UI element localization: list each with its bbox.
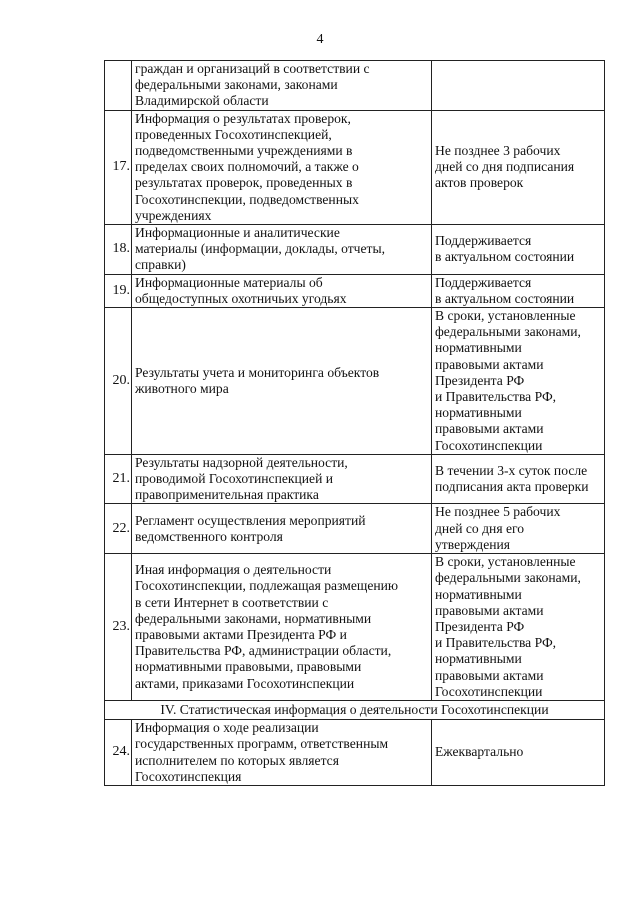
row-number: 18. (105, 225, 132, 275)
table-row (105, 274, 605, 307)
table-row (105, 110, 605, 224)
term-line: в актуальном состоянии (435, 290, 575, 306)
row-description (132, 720, 432, 786)
term-line: в актуальном состоянии (435, 249, 575, 265)
table-row (105, 454, 605, 504)
term-line: нормативными (435, 586, 522, 602)
term-line: нормативными (435, 651, 522, 667)
term-line: нормативными (435, 340, 522, 356)
term-line: В сроки, установленные (435, 554, 576, 570)
description-line: Регламент осуществления мероприятий (135, 512, 366, 528)
description-line: федеральными законами, законами (135, 77, 338, 93)
row-number: 19. (105, 274, 132, 307)
term-line: правовыми актами (435, 602, 544, 618)
term-line: В сроки, установленные (435, 308, 576, 324)
row-term (432, 225, 605, 275)
term-line: Не позднее 3 рабочих (435, 143, 561, 159)
row-term (432, 110, 605, 224)
description-line: подведомственными учреждениями в (135, 143, 353, 159)
term-line: Ежеквартально (435, 744, 524, 760)
description-line: Госохотинспекция (135, 768, 242, 784)
term-line: нормативными (435, 405, 522, 421)
row-number: 24. (105, 720, 132, 786)
term-line: подписания акта проверки (435, 479, 589, 495)
description-line: материалы (информации, доклады, отчеты, (135, 241, 386, 257)
term-line: правовыми актами (435, 356, 544, 372)
term-line: дней со дня подписания (435, 159, 575, 175)
description-line: Результаты учета и мониторинга объектов (135, 364, 380, 380)
row-term (432, 720, 605, 786)
row-term (432, 274, 605, 307)
row-description (132, 225, 432, 275)
section-title: IV. Статистическая информация о деятельности Госохотинспекции (105, 700, 605, 719)
term-line: и Правительства РФ, (435, 635, 557, 651)
table-row (105, 61, 605, 111)
description-line: федеральными законами, нормативными (135, 610, 372, 626)
table-row (105, 308, 605, 455)
description-line: Информация о ходе реализации (135, 720, 319, 736)
table-row (105, 225, 605, 275)
term-line: Не позднее 5 рабочих (435, 504, 561, 520)
description-line: Владимирской области (135, 93, 269, 109)
description-line: результатах проверок, проведенных в (135, 175, 353, 191)
table-row (105, 554, 605, 701)
description-line: пределах своих полномочий, а также о (135, 159, 359, 175)
row-number: 20. (105, 308, 132, 455)
description-line: Иная информация о деятельности (135, 562, 332, 578)
description-line: Информационные и аналитические (135, 225, 340, 241)
term-line: Поддерживается (435, 233, 532, 249)
description-line: граждан и организаций в соответствии с (135, 61, 370, 76)
term-line: Госохотинспекции (435, 437, 543, 453)
term-line: и Правительства РФ, (435, 389, 557, 405)
row-description (132, 61, 432, 111)
term-line: дней со дня его (435, 520, 525, 536)
term-line: Поддерживается (435, 274, 532, 290)
description-line: Правительства РФ, администрации области, (135, 643, 392, 659)
table-row (105, 504, 605, 554)
description-line: Информационные материалы об (135, 274, 323, 290)
term-line: актов проверок (435, 175, 524, 191)
description-line: учреждениях (135, 207, 212, 223)
row-number: 22. (105, 504, 132, 554)
row-description (132, 308, 432, 455)
description-line: справки) (135, 257, 186, 273)
row-term (432, 61, 605, 111)
term-line: Госохотинспекции (435, 683, 543, 699)
row-description (132, 274, 432, 307)
description-line: Информация о результатах проверок, (135, 110, 351, 126)
description-line: в сети Интернет в соответствии с (135, 594, 329, 610)
row-term (432, 554, 605, 701)
info-table (104, 60, 605, 786)
section-row (105, 700, 605, 719)
row-term (432, 504, 605, 554)
description-line: Госохотинспекции, подлежащая размещению (135, 578, 399, 594)
row-description (132, 504, 432, 554)
description-line: исполнителем по которых является (135, 752, 339, 768)
description-line: проведенных Госохотинспекцией, (135, 126, 332, 142)
description-line: правовыми актами Президента РФ и (135, 627, 347, 642)
row-number (105, 61, 132, 111)
table-body (105, 61, 605, 786)
term-line: федеральными законами, (435, 570, 581, 586)
row-number: 17. (105, 110, 132, 224)
description-line: проводимой Госохотинспекцией и (135, 471, 334, 487)
term-line: утверждения (435, 536, 511, 552)
term-line: федеральными законами, (435, 324, 581, 340)
row-term (432, 308, 605, 455)
description-line: Госохотинспекции, подведомственных (135, 191, 359, 207)
description-line: Результаты надзорной деятельности, (135, 454, 348, 470)
row-description (132, 110, 432, 224)
row-number: 23. (105, 554, 132, 701)
term-line: Президента РФ (435, 372, 525, 388)
term-line: Президента РФ (435, 618, 525, 634)
row-description (132, 554, 432, 701)
description-line: правоприменительная практика (135, 487, 319, 503)
row-number: 21. (105, 454, 132, 504)
page-number: 4 (316, 32, 324, 47)
term-line: правовыми актами (435, 667, 544, 683)
description-line: актами, приказами Госохотинспекции (135, 675, 355, 691)
description-line: ведомственного контроля (135, 528, 283, 544)
row-description (132, 454, 432, 504)
description-line: общедоступных охотничьих угодьях (135, 290, 347, 306)
description-line: животного мира (135, 380, 229, 396)
table-row (105, 720, 605, 786)
description-line: государственных программ, ответственным (135, 736, 389, 752)
term-line: В течении 3-х суток после (435, 462, 588, 478)
description-line: нормативными правовыми, правовыми (135, 659, 362, 675)
term-line: правовыми актами (435, 421, 544, 437)
row-term (432, 454, 605, 504)
